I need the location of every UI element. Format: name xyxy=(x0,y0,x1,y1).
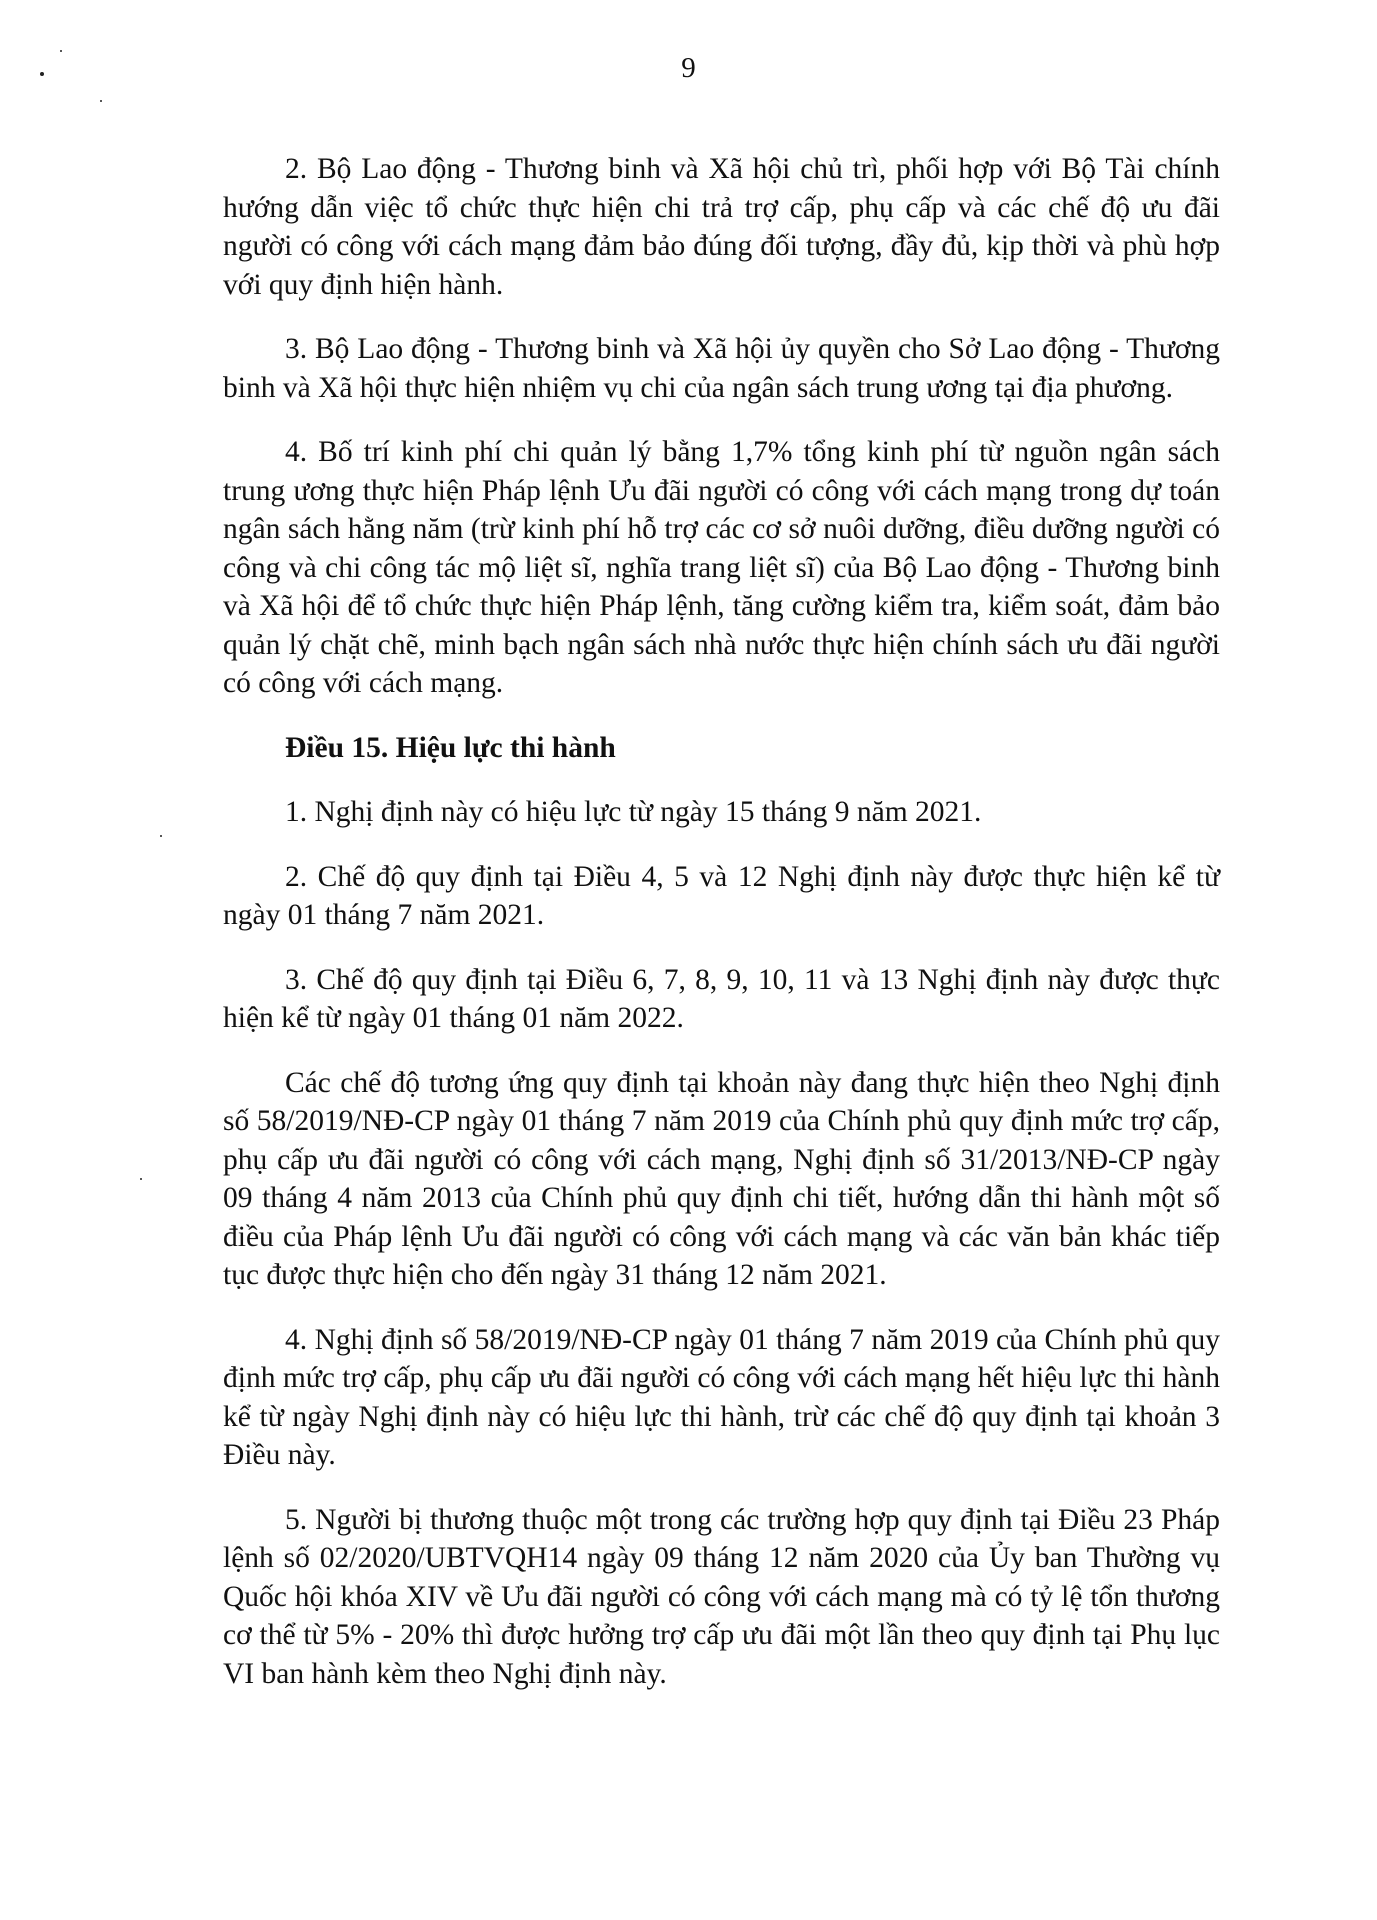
page-number: 9 xyxy=(681,52,696,84)
paragraph-article15-clause-3: 3. Chế độ quy định tại Điều 6, 7, 8, 9, 10, 11 và 13 Nghị định này được thực hiện kể từ ngày 01 tháng 01 năm 2022. xyxy=(223,963,1220,1034)
paragraph-clause-4: 4. Bố trí kinh phí chi quản lý bằng 1,7% tổng kinh phí từ nguồn ngân sách trung ương thực hiện Pháp lệnh Ưu đãi người có công với cách mạng trong dự toán ngân sách hằng năm (trừ kinh phí hỗ trợ các cơ sở nuôi dưỡng, điều dưỡng người có công và chi công tác mộ liệt sĩ, nghĩa trang liệt sĩ) của Bộ Lao động - Thương binh và Xã hội để tổ chức thực hiện Pháp lệnh, tăng cường kiểm tra, kiểm soát, đảm bảo quản lý chặt chẽ, minh bạch ngân sách nhà nước thực hiện chính sách ưu đãi người có công với cách mạng. xyxy=(223,436,1220,699)
paragraph-clause-3: 3. Bộ Lao động - Thương binh và Xã hội ủy quyền cho Sở Lao động - Thương binh và Xã hội thực hiện nhiệm vụ chi của ngân sách trung ương tại địa phương. xyxy=(223,333,1220,404)
article-15-heading: Điều 15. Hiệu lực thi hành xyxy=(285,731,616,764)
document-body xyxy=(223,150,1220,1719)
paragraph-article15-transition: Các chế độ tương ứng quy định tại khoản này đang thực hiện theo Nghị định số 58/2019/NĐ-CP ngày 01 tháng 7 năm 2019 của Chính phủ quy định mức trợ cấp, phụ cấp ưu đãi người có công với cách mạng, Nghị định số 31/2013/NĐ-CP ngày 09 tháng 4 năm 2013 của Chính phủ quy định chi tiết, hướng dẫn thi hành một số điều của Pháp lệnh Ưu đãi người có công với cách mạng và các văn bản khác tiếp tục được thực hiện cho đến ngày 31 tháng 12 năm 2021. xyxy=(223,1066,1220,1291)
paragraph-article15-clause-2: 2. Chế độ quy định tại Điều 4, 5 và 12 Nghị định này được thực hiện kể từ ngày 01 tháng 7 năm 2021. xyxy=(223,860,1220,931)
paragraph-article15-clause-1: 1. Nghị định này có hiệu lực từ ngày 15 tháng 9 năm 2021. xyxy=(285,796,982,828)
paragraph-article15-clause-4: 4. Nghị định số 58/2019/NĐ-CP ngày 01 tháng 7 năm 2019 của Chính phủ quy định mức trợ cấp, phụ cấp ưu đãi người có công với cách mạng hết hiệu lực thi hành kể từ ngày Nghị định này có hiệu lực thi hành, trừ các chế độ quy định tại khoản 3 Điều này. xyxy=(223,1323,1220,1471)
scan-speck xyxy=(100,100,102,102)
paragraph-article15-clause-5: 5. Người bị thương thuộc một trong các trường hợp quy định tại Điều 23 Pháp lệnh số 02/2020/UBTVQH14 ngày 09 tháng 12 năm 2020 của Ủy ban Thường vụ Quốc hội khóa XIV về Ưu đãi người có công với cách mạng mà có tỷ lệ tổn thương cơ thể từ 5% - 20% thì được hưởng trợ cấp ưu đãi một lần theo quy định tại Phụ lục VI ban hành kèm theo Nghị định này. xyxy=(223,1503,1220,1690)
paragraph-clause-2: 2. Bộ Lao động - Thương binh và Xã hội chủ trì, phối hợp với Bộ Tài chính hướng dẫn việc tổ chức thực hiện chi trả trợ cấp, phụ cấp và các chế độ ưu đãi người có công với cách mạng đảm bảo đúng đối tượng, đầy đủ, kịp thời và phù hợp với quy định hiện hành. xyxy=(223,153,1220,301)
scan-speck xyxy=(140,1178,142,1180)
scan-speck xyxy=(160,835,162,837)
